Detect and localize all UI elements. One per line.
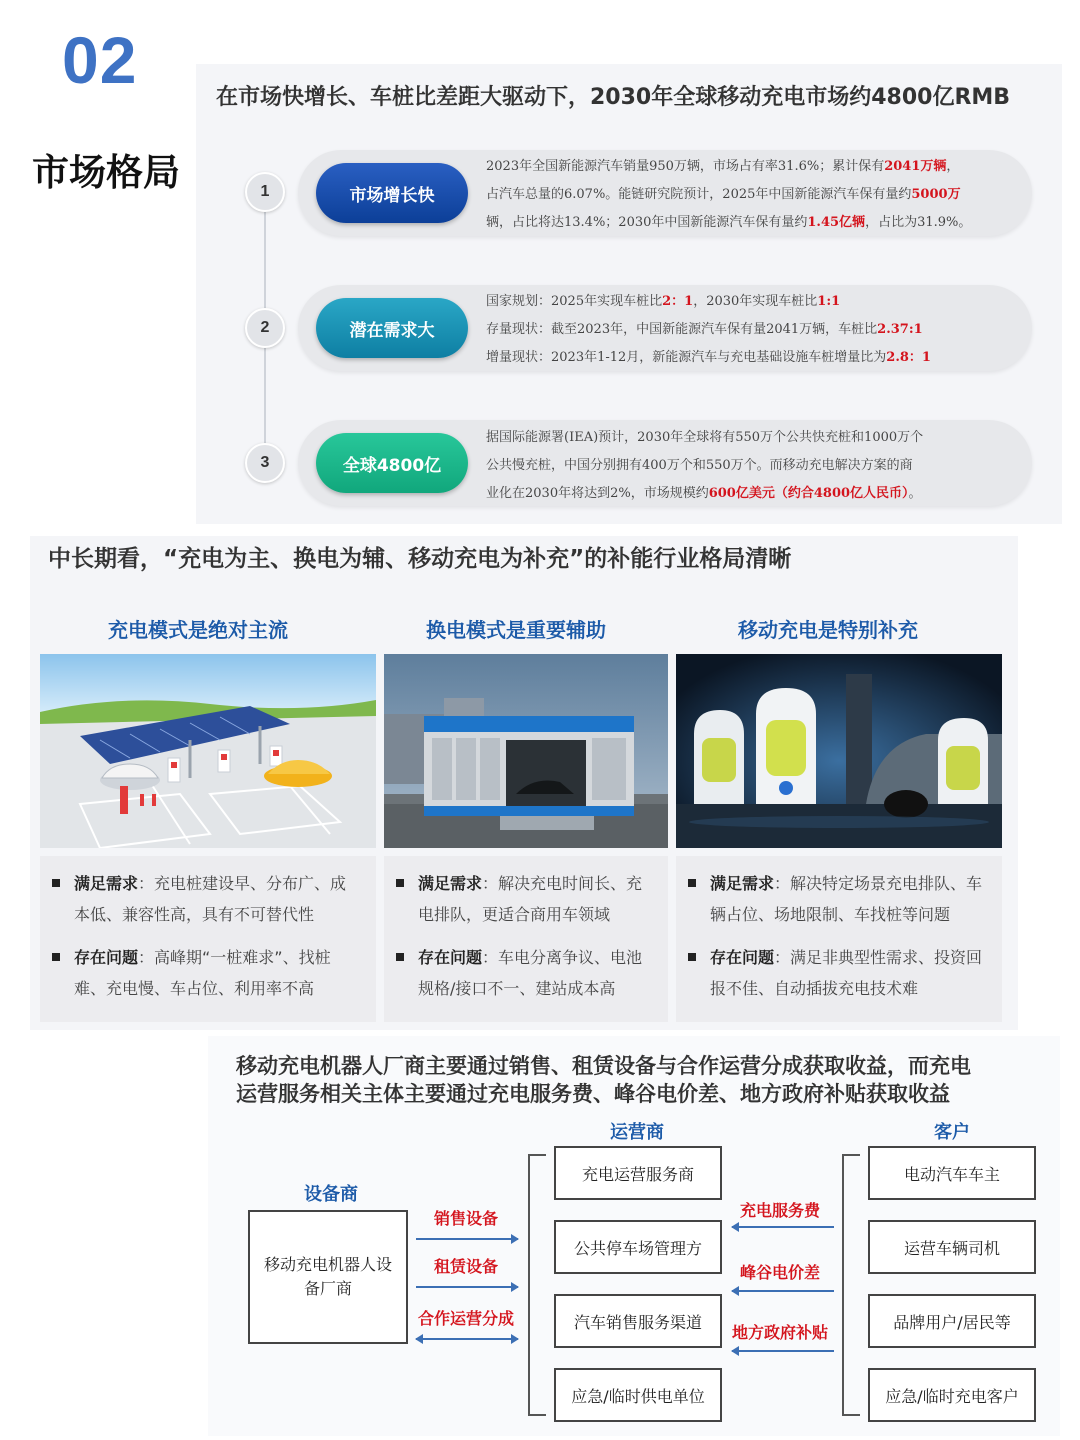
need-item [50,868,362,930]
business-title [236,1052,971,1108]
market-title: 在市场快增长、车桩比差距大驱动下，2030年全球移动充电市场约4800亿RMB [216,85,1011,110]
highlight-value: 1.45亿辆 [807,215,866,230]
customer-box-4: 应急/临时充电客户 [868,1368,1036,1422]
column-title-charging: 充电模式是绝对主流 [108,618,288,642]
text-segment: 2023年全国新能源汽车销量950万辆，市场占有率31.6%；累计保有 [486,159,885,174]
row-text-line [486,288,1036,316]
column-title-swapping: 换电模式是重要辅助 [426,618,606,642]
mobile-mode-card [676,856,1002,1022]
pill-market-growth: 市场增长快 [316,163,468,223]
text-segment: 辆，占比将达13.4%；2030年中国新能源汽车保有量约 [486,215,808,230]
text-segment: 占汽车总量的6.07%。能链研究院预计，2025年中国新能源汽车保有量约 [486,187,912,202]
arrow-both-icon [416,1338,518,1340]
customer-bracket [842,1154,860,1416]
bullet-square-icon [688,953,696,961]
row-text-line [486,424,1036,452]
issue-item [50,942,362,1004]
swap-mode-card [384,856,668,1022]
supplier-label: 设备商 [304,1184,358,1205]
customer-label: 客户 [934,1122,970,1143]
operator-label: 运营商 [610,1122,664,1143]
business-title-line-1: 移动充电机器人厂商主要通过销售、租赁设备与合作运营分成获取收益，而充电 [236,1054,971,1078]
column-title-mobile: 移动充电是特别补充 [738,618,918,642]
issue-item [686,942,988,1004]
bullet-square-icon [52,953,60,961]
bullet-square-icon [396,879,404,887]
issue-text: ：车电分离争议、电池规格/接口不一、建站成本高 [418,948,643,998]
row-text-line [486,480,1036,508]
row-text-line [486,153,1036,181]
arrow-left-icon [732,1350,834,1352]
issue-text: ：满足非典型性需求、投资回报不佳、自动插拔充电技术难 [710,948,983,998]
flow-sell-equipment: 销售设备 [434,1209,499,1228]
mobile-charging-robot-image [676,654,1002,848]
text-segment: ， [946,159,960,174]
flow-lease-equipment: 租赁设备 [434,1257,499,1276]
issue-item [394,942,654,1004]
arrow-right-icon [416,1286,518,1288]
business-title-line-2: 运营服务相关主体主要通过充电服务费、峰谷电价差、地方政府补贴获取收益 [236,1082,950,1106]
text-segment: ，占比为31.9%。 [865,215,972,230]
section-title: 市场格局 [32,151,180,194]
charging-mode-card [40,856,376,1022]
battery-swap-station-image [384,654,668,848]
row-number-3: 3 [245,443,285,483]
need-text: ：解决特定场景充电排队、车辆占位、场地限制、车找桩等问题 [710,874,983,924]
need-label: 满足需求 [74,874,139,893]
arrow-left-icon [732,1226,834,1228]
operator-box-3: 汽车销售服务渠道 [554,1294,722,1348]
flow-charging-fee: 充电服务费 [740,1201,821,1220]
customer-box-3: 品牌用户/居民等 [868,1294,1036,1348]
highlight-value: 2041万辆 [884,159,947,174]
row-text-line [486,344,1036,372]
flow-revenue-sharing: 合作运营分成 [418,1309,515,1328]
operator-box-2: 公共停车场管理方 [554,1220,722,1274]
customer-box-2: 运营车辆司机 [868,1220,1036,1274]
text-segment: 公共慢充桩，中国分别拥有400万个和550万个。而移动充电解决方案的商 [486,458,913,473]
highlight-value: 5000万 [911,187,961,202]
text-segment: 。 [908,486,922,501]
row-text-1 [486,153,1036,237]
operator-box-4: 应急/临时供电单位 [554,1368,722,1422]
pattern-title: 中长期看，“充电为主、换电为辅、移动充电为补充”的补能行业格局清晰 [48,546,792,572]
section-number: 02 [62,23,138,97]
issue-text: ：高峰期“一桩难求”、找桩难、充电慢、车占位、利用率不高 [74,948,331,998]
need-item [686,868,988,930]
need-item [394,868,654,930]
text-segment: 业化在2030年将达到2%，市场规模约 [486,486,709,501]
highlight-value: 600亿美元（约合4800亿人民币） [708,486,909,501]
arrow-right-icon [416,1238,518,1240]
charging-station-image [40,654,376,848]
issue-label: 存在问题 [710,948,775,967]
issue-label: 存在问题 [418,948,483,967]
operator-bracket [528,1154,546,1416]
text-segment: 存量现状：截至2023年，中国新能源汽车保有量2041万辆，车桩比 [486,322,878,337]
row-text-2 [486,288,1036,372]
row-number-2: 2 [245,308,285,348]
bullet-square-icon [688,879,696,887]
issue-label: 存在问题 [74,948,139,967]
need-label: 满足需求 [418,874,483,893]
row-text-line [486,452,1036,480]
need-label: 满足需求 [710,874,775,893]
row-text-line [486,209,1036,237]
bullet-square-icon [396,953,404,961]
text-segment: ，2030年实现车桩比 [693,294,818,309]
row-text-line [486,181,1036,209]
highlight-value: 2.37:1 [877,322,923,337]
customer-box-1: 电动汽车车主 [868,1146,1036,1200]
row-text-line [486,316,1036,344]
text-segment: 国家规划：2025年实现车桩比 [486,294,663,309]
pill-potential-demand: 潜在需求大 [316,298,468,358]
bullet-square-icon [52,879,60,887]
row-text-3 [486,424,1036,508]
need-text: ：解决充电时间长、充电排队，更适合商用车领域 [418,874,643,924]
highlight-value: 2.8：1 [886,350,931,365]
text-segment: 据国际能源署(IEA)预计，2030年全球将有550万个公共快充桩和1000万个 [486,430,924,445]
need-text: ：充电桩建设早、分布广、成本低、兼容性高，具有不可替代性 [74,874,347,924]
highlight-value: 1:1 [817,294,841,309]
flow-government-subsidy: 地方政府补贴 [732,1323,829,1342]
row-number-1: 1 [245,172,285,212]
supplier-box: 移动充电机器人设备厂商 [248,1210,408,1344]
text-segment: 增量现状：2023年1-12月，新能源汽车与充电基础设施车桩增量比为 [486,350,887,365]
highlight-value: 2：1 [662,294,694,309]
operator-box-1: 充电运营服务商 [554,1146,722,1200]
pill-global-market: 全球4800亿 [316,433,468,493]
flow-peak-valley-price: 峰谷电价差 [740,1263,821,1282]
arrow-left-icon [732,1290,834,1292]
